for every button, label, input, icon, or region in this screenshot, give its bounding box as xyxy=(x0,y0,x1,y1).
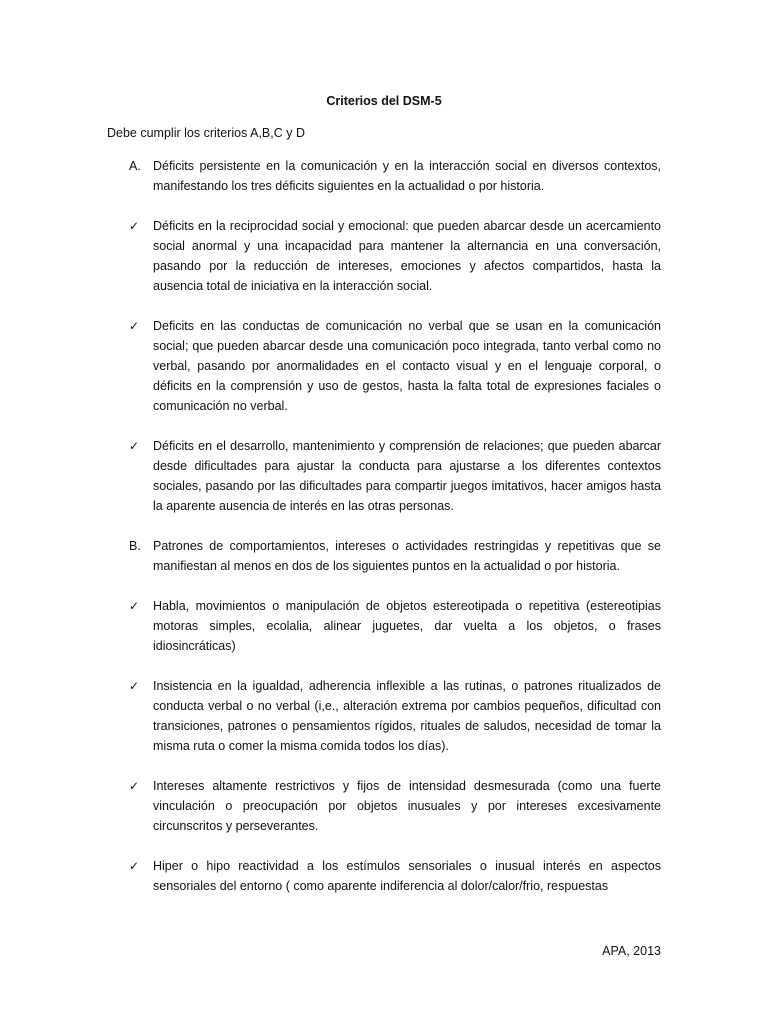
sub-criterion-text: Habla, movimientos o manipulación de objetos estereotipada o repetitiva (estereotipias motoras simples, ecolalia, alinear juguetes, dar vuelta a los objetos, o frases idiosincráticas) xyxy=(153,599,661,653)
sub-criterion-item xyxy=(129,596,661,656)
intro-text: Debe cumplir los criterios A,B,C y D xyxy=(107,126,305,140)
criterion-item xyxy=(129,156,661,196)
checkmark-icon: ✓ xyxy=(129,439,140,453)
sub-criterion-item xyxy=(129,856,661,896)
sub-criterion-item xyxy=(129,776,661,836)
checkmark-icon: ✓ xyxy=(129,679,140,693)
sub-criterion-text: Déficits en la reciprocidad social y emocional: que pueden abarcar desde un acercamiento social anormal y una incapacidad para mantener la alternancia en una conversación, pasando por la reducción de intereses, emociones y afectos compartidos, hasta la ausencia total de iniciativa en la interacción social. xyxy=(153,219,661,293)
sub-criterion-text: Intereses altamente restrictivos y fijos de intensidad desmesurada (como una fuerte vinculación o preocupación por objetos inusuales y por intereses excesivamente circunscritos y perseverantes. xyxy=(153,779,661,833)
sub-criterion-item xyxy=(129,676,661,756)
criterion-letter: A. xyxy=(129,159,141,173)
citation-footer: APA, 2013 xyxy=(602,944,661,958)
checkmark-icon: ✓ xyxy=(129,219,140,233)
criterion-text: Déficits persistente en la comunicación y en la interacción social en diversos contextos, manifestando los tres déficits siguientes en la actualidad o por historia. xyxy=(153,159,661,193)
checkmark-icon: ✓ xyxy=(129,859,140,873)
sub-criterion-text: Déficits en el desarrollo, mantenimiento y comprensión de relaciones; que pueden abarcar desde dificultades para ajustar la conducta para ajustarse a los diferentes contextos sociales, pasando por las dificultades para compartir juegos imitativos, hacer amigos hasta la aparente ausencia de interés en las otras personas. xyxy=(153,439,661,513)
sub-criterion-item xyxy=(129,216,661,296)
sub-criterion-text: Hiper o hipo reactividad a los estímulos sensoriales o inusual interés en aspectos sensoriales del entorno ( como aparente indiferencia al dolor/calor/frio, respuestas xyxy=(153,859,661,893)
checkmark-icon: ✓ xyxy=(129,319,140,333)
criterion-item xyxy=(129,536,661,576)
page-title: Criterios del DSM-5 xyxy=(326,94,442,108)
checkmark-icon: ✓ xyxy=(129,779,140,793)
sub-criterion-item xyxy=(129,316,661,416)
checkmark-icon: ✓ xyxy=(129,599,140,613)
sub-criterion-text: Deficits en las conductas de comunicación no verbal que se usan en la comunicación social; que pueden abarcar desde una comunicación poco integrada, tanto verbal como no verbal, pasando por anormalidades en el contacto visual y en el lenguaje corporal, o déficits en la comprensión y uso de gestos, hasta la falta total de expresiones faciales o comunicación no verbal. xyxy=(153,319,661,413)
sub-criterion-item xyxy=(129,436,661,516)
criterion-text: Patrones de comportamientos, intereses o actividades restringidas y repetitivas que se manifiestan al menos en dos de los siguientes puntos en la actualidad o por historia. xyxy=(153,539,661,573)
sub-criterion-text: Insistencia en la igualdad, adherencia inflexible a las rutinas, o patrones ritualizados de conducta verbal o no verbal (i,e., alteración extrema por cambios pequeños, dificultad con transiciones, patrones o pensamientos rígidos, rituales de saludos, necesidad de tomar la misma ruta o comer la misma comida todos los días). xyxy=(153,679,661,753)
criterion-letter: B. xyxy=(129,539,141,553)
